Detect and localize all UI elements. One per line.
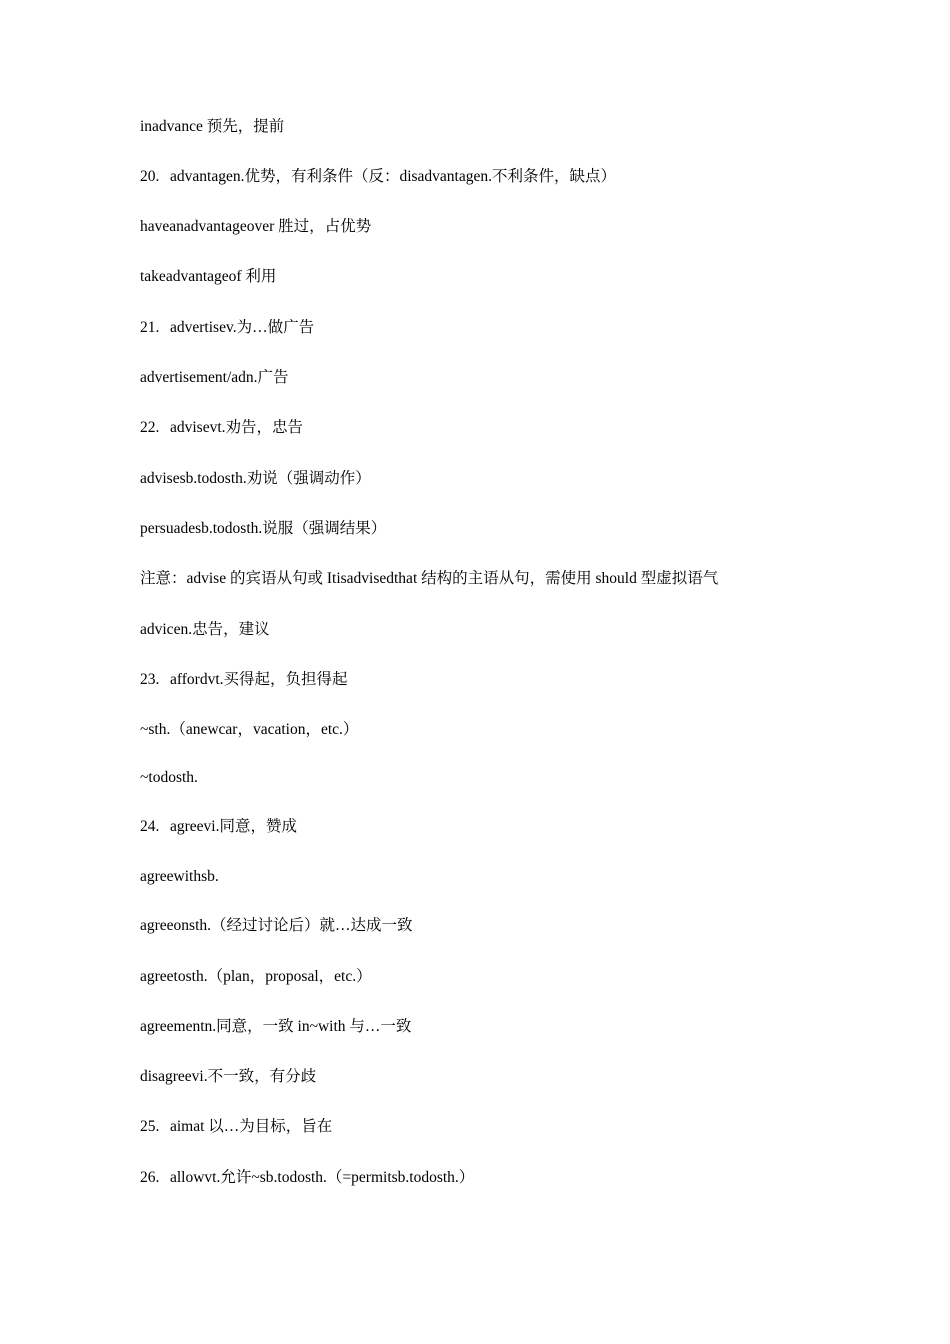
entry-text: advantagen.优势，有利条件（反：disadvantagen.不利条件，缺点） [170, 168, 616, 185]
text-line [140, 867, 219, 887]
entry-number: 26. [140, 1169, 160, 1186]
entry-line [140, 1117, 332, 1137]
entry-text: affordvt.买得起，负担得起 [170, 671, 348, 688]
entry-text: allowvt.允许~sb.todosth.（=permitsb.todosth.） [170, 1169, 475, 1186]
text-line [140, 519, 386, 539]
entry-line [140, 167, 616, 187]
entry-line [140, 318, 314, 338]
entry-line [140, 670, 348, 690]
line-text: 注意：advise 的宾语从句或 Itisadvisedthat 结构的主语从句，需使用 should 型虚拟语气 [140, 570, 719, 587]
entry-line [140, 1168, 474, 1188]
line-text: haveanadvantageover 胜过，占优势 [140, 218, 372, 235]
line-text: advertisement/adn.广告 [140, 369, 289, 386]
entry-line [140, 817, 297, 837]
line-text: advisesb.todosth.劝说（强调动作） [140, 470, 371, 487]
entry-number: 24. [140, 818, 160, 835]
entry-number: 23. [140, 671, 160, 688]
text-line [140, 1067, 316, 1087]
line-text: agreeonsth.（经过讨论后）就…达成一致 [140, 917, 413, 934]
text-line [140, 267, 276, 287]
entry-text: agreevi.同意，赞成 [170, 818, 297, 835]
text-line [140, 916, 413, 936]
line-text: agreetosth.（plan，proposal，etc.） [140, 968, 372, 985]
entry-number: 20. [140, 168, 160, 185]
line-text: agreewithsb. [140, 868, 219, 885]
entry-number: 21. [140, 319, 160, 336]
text-line [140, 720, 358, 740]
line-text: agreementn.同意，一致 in~with 与…一致 [140, 1018, 412, 1035]
text-line [140, 469, 371, 489]
entry-number: 22. [140, 419, 160, 436]
entry-line [140, 418, 303, 438]
entry-text: aimat 以…为目标，旨在 [170, 1118, 333, 1135]
line-text: takeadvantageof 利用 [140, 268, 277, 285]
entry-number: 25. [140, 1118, 160, 1135]
line-text: advicen.忠告，建议 [140, 621, 270, 638]
entry-text: advisevt.劝告，忠告 [170, 419, 304, 436]
line-text: persuadesb.todosth.说服（强调结果） [140, 520, 387, 537]
line-text: ~todosth. [140, 769, 198, 786]
text-line [140, 117, 284, 137]
text-line [140, 368, 289, 388]
text-line [140, 768, 198, 788]
note-line [140, 569, 718, 589]
line-text: disagreevi.不一致，有分歧 [140, 1068, 317, 1085]
text-line [140, 967, 372, 987]
entry-text: advertisev.为…做广告 [170, 319, 315, 336]
text-line [140, 1017, 411, 1037]
line-text: inadvance 预先，提前 [140, 118, 285, 135]
text-line [140, 217, 371, 237]
line-text: ~sth.（anewcar，vacation，etc.） [140, 721, 359, 738]
text-line [140, 620, 270, 640]
